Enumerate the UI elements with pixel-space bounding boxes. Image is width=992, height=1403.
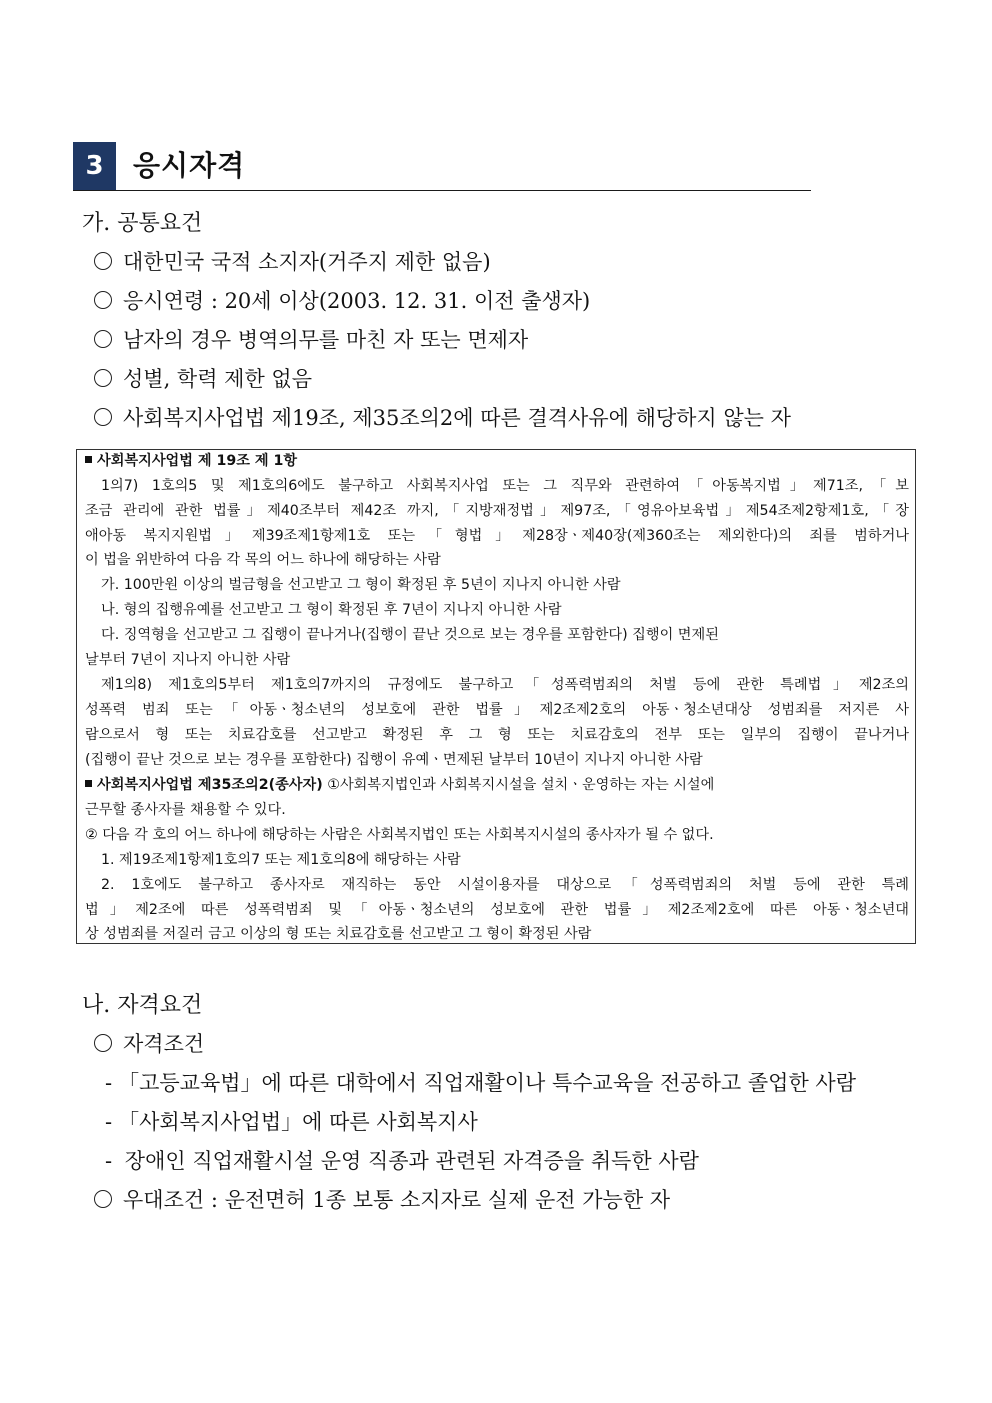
law-article-35-title: 사회복지사업법 제35조의2(종사자) ①사회복지법인과 사회복지시설을 설치ㆍ운영하는 자는 시설에 [85, 775, 714, 795]
qualification-item: - 장애인 직업재활시설 운영 직종과 관련된 자격증을 취득한 사람 [105, 1149, 699, 1173]
circle-bullet-icon [94, 291, 112, 309]
common-item: 남자의 경우 병역의무를 마친 자 또는 면제자 [94, 324, 528, 354]
law-line: 이 법을 위반하여 다음 각 목의 어느 하나에 해당하는 사람 [85, 552, 441, 568]
common-item: 응시연령 : 20세 이상(2003. 12. 31. 이전 출생자) [94, 285, 590, 315]
circle-bullet-icon [94, 1190, 112, 1208]
qualification-heading: 나. 자격요건 [82, 993, 203, 1018]
preference-condition: 우대조건 : 운전면허 1종 보통 소지자로 실제 운전 가능한 자 [94, 1184, 670, 1214]
law-line: 1의7) 1호의5 및 제1호의6에도 불구하고 사회복지사업 또는 그 직무와 관련하여「아동복지법」제71조,「보 [101, 478, 909, 494]
qualification-item: - 「사회복지사업법」에 따른 사회복지사 [105, 1110, 478, 1134]
law-line: 근무할 종사자를 채용할 수 있다. [85, 802, 286, 818]
section-header [73, 142, 811, 191]
square-bullet-icon [85, 780, 92, 787]
law-line: 가. 100만원 이상의 벌금형을 선고받고 그 형이 확정된 후 5년이 지나지 아니한 사람 [101, 577, 621, 593]
common-requirements-heading: 가. 공통요건 [82, 211, 203, 236]
law-line: (집행이 끝난 것으로 보는 경우를 포함한다) 집행이 유예ㆍ면제된 날부터 10년이 지나지 아니한 사람 [85, 752, 703, 768]
dash-bullet-icon: - [105, 1110, 113, 1134]
law-line: 성폭력 범죄 또는「아동ㆍ청소년의 성보호에 관한 법률」제2조제2호의 아동ㆍ청소년대상 성범죄를 저지른 사 [85, 702, 909, 718]
circle-bullet-icon [94, 330, 112, 348]
law-line: 법」제2조에 따른 성폭력범죄 및「아동ㆍ청소년의 성보호에 관한 법률」제2조제2호에 따른 아동ㆍ청소년대 [85, 902, 909, 918]
section-title: 응시자격 [133, 149, 246, 182]
law-line: 2. 1호에도 불구하고 종사자로 재직하는 동안 시설이용자를 대상으로「성폭력범죄의 처벌 등에 관한 특례 [101, 877, 909, 893]
law-line: 제1의8) 제1호의5부터 제1호의7까지의 규정에도 불구하고「성폭력범죄의 처벌 등에 관한 특례법」제2조의 [101, 677, 909, 693]
law-line: 1. 제19조제1항제1호의7 또는 제1호의8에 해당하는 사람 [101, 852, 461, 868]
qualification-item: - 「고등교육법」에 따른 대학에서 직업재활이나 특수교육을 전공하고 졸업한 사람 [105, 1071, 856, 1095]
law-line: 날부터 7년이 지나지 아니한 사람 [85, 652, 291, 668]
common-item: 대한민국 국적 소지자(거주지 제한 없음) [94, 246, 491, 276]
dash-bullet-icon: - [105, 1071, 113, 1095]
law-line: 다. 징역형을 선고받고 그 집행이 끝나거나(집행이 끝난 것으로 보는 경우를 포함한다) 집행이 면제된 [101, 627, 719, 643]
common-item: 성별, 학력 제한 없음 [94, 363, 312, 393]
law-line: ② 다음 각 호의 어느 하나에 해당하는 사람은 사회복지법인 또는 사회복지시설의 종사자가 될 수 없다. [85, 827, 714, 843]
law-excerpt-box [76, 449, 916, 944]
circle-bullet-icon [94, 1034, 112, 1052]
law-line: 조금 관리에 관한 법률」제40조부터 제42조 까지,「지방재정법」제97조,「영유아보육법」제54조제2항제1호,「장 [85, 503, 909, 519]
circle-bullet-icon [94, 252, 112, 270]
circle-bullet-icon [94, 369, 112, 387]
section-number-badge: 3 [73, 142, 116, 190]
law-line: 나. 형의 집행유예를 선고받고 그 형이 확정된 후 7년이 지나지 아니한 사람 [101, 602, 562, 618]
law-line: 애아동 복지지원법」제39조제1항제1호 또는「형법」제28장ㆍ제40장(제360조는 제외한다)의 죄를 범하거나 [85, 528, 909, 544]
law-line: 람으로서 형 또는 치료감호를 선고받고 확정된 후 그 형 또는 치료감호의 전부 또는 일부의 집행이 끝나거나 [85, 727, 909, 743]
dash-bullet-icon: - [105, 1149, 113, 1173]
law-line: 상 성범죄를 저질러 금고 이상의 형 또는 치료감호를 선고받고 그 형이 확정된 사람 [85, 926, 592, 942]
common-item: 사회복지사업법 제19조, 제35조의2에 따른 결격사유에 해당하지 않는 자 [94, 402, 791, 432]
law-article-19-title: 사회복지사업법 제 19조 제 1항 [85, 451, 297, 471]
square-bullet-icon [85, 456, 92, 463]
qualification-condition: 자격조건 [94, 1028, 204, 1058]
circle-bullet-icon [94, 408, 112, 426]
